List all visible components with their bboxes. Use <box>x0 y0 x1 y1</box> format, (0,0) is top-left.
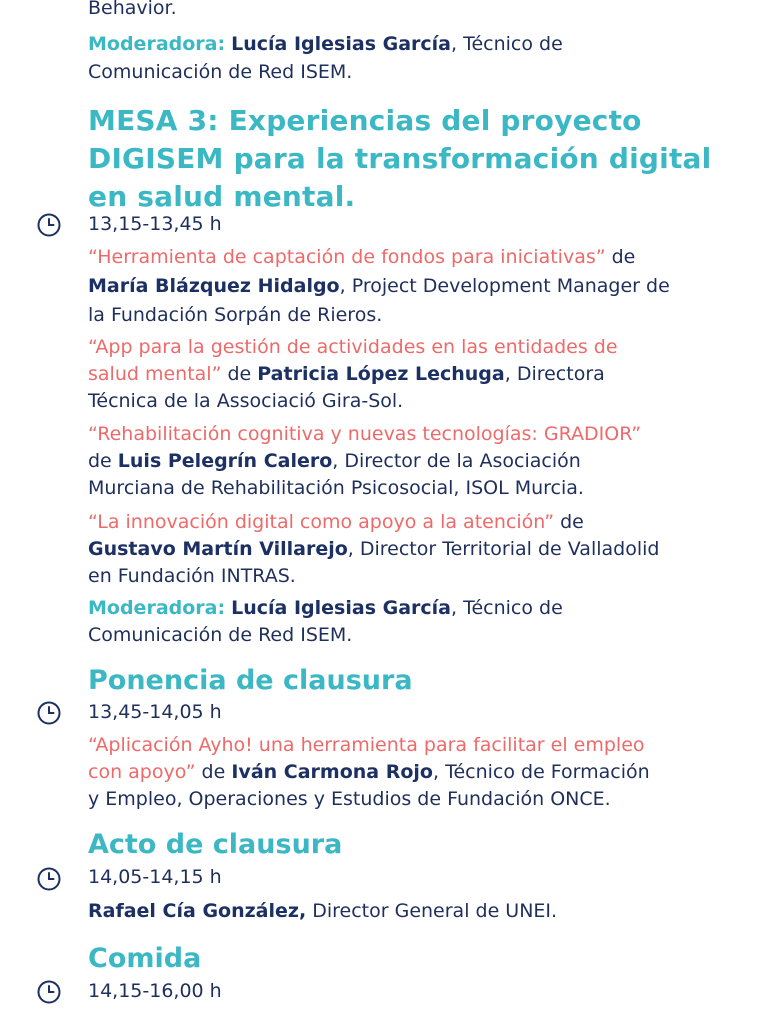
comida-time: 14,15-16,00 h <box>88 980 222 1002</box>
clock-icon <box>36 866 62 892</box>
moderator-role: , Técnico de <box>451 33 563 55</box>
talk2-de: de <box>221 363 258 385</box>
talk4-role: , Director Territorial de Valladolid <box>347 538 660 560</box>
mesa3-moderator-line-2 <box>88 621 352 650</box>
clock-icon <box>36 979 62 1005</box>
talk2-title-cont: salud mental” <box>88 363 222 385</box>
talk1-line2 <box>88 272 670 301</box>
clock-icon <box>36 212 62 238</box>
mesa3-moderator-line <box>88 594 563 623</box>
talk4-line3 <box>88 562 296 591</box>
moderator-name: Lucía Iglesias García <box>231 33 452 55</box>
acto-line <box>88 897 557 926</box>
acto-time: 14,05-14,15 h <box>88 866 222 888</box>
ponencia-talk-title: “Aplicación Ayho! una herramienta para facilitar el empleo <box>88 734 645 756</box>
acto-role: Director General de UNEI. <box>306 900 558 922</box>
ponencia-line1 <box>88 731 645 760</box>
acto-title: Acto de clausura <box>88 829 343 860</box>
talk2-title: “App para la gestión de actividades en las entidades de <box>88 336 618 358</box>
acto-speaker: Rafael Cía González, <box>88 900 307 922</box>
top-moderator-line <box>88 30 563 59</box>
ponencia-title: Ponencia de clausura <box>88 665 413 696</box>
talk3-role-cont: Murciana de Rehabilitación Psicosocial, ISOL Murcia. <box>88 477 584 499</box>
talk4-role-cont: en Fundación INTRAS. <box>88 565 296 587</box>
ponencia-line2 <box>88 758 650 787</box>
ponencia-role: , Técnico de Formación <box>432 761 650 783</box>
ponencia-de: de <box>195 761 232 783</box>
top-moderator-line-2 <box>88 58 352 87</box>
moderator-label: Moderadora: <box>88 33 226 55</box>
talk3-line1 <box>88 420 641 449</box>
talk1-de: de <box>605 246 636 268</box>
talk4-line2 <box>88 535 659 564</box>
talk3-de: de <box>88 450 118 472</box>
moderator-role-cont: Comunicación de Red ISEM. <box>88 61 353 83</box>
mesa3-title-line2: DIGISEM para la transformación digital <box>88 142 712 175</box>
talk4-line1 <box>88 508 584 537</box>
talk2-role: , Directora <box>504 363 605 385</box>
comida-title: Comida <box>88 943 202 974</box>
moderator-label: Moderadora: <box>88 597 226 619</box>
mesa3-title-line1: MESA 3: Experiencias del proyecto <box>88 104 642 137</box>
behavior-line <box>88 0 177 23</box>
ponencia-speaker: Iván Carmona Rojo <box>231 761 433 783</box>
talk4-speaker: Gustavo Martín Villarejo <box>88 538 348 560</box>
mesa3-time: 13,15-13,45 h <box>88 213 222 235</box>
talk1-role-cont: la Fundación Sorpán de Rieros. <box>88 304 383 326</box>
talk1-speaker: María Blázquez Hidalgo <box>88 275 340 297</box>
moderator-role: , Técnico de <box>451 597 563 619</box>
talk1-line3 <box>88 301 382 330</box>
talk3-line2 <box>88 447 581 476</box>
moderator-role-cont: Comunicación de Red ISEM. <box>88 624 353 646</box>
talk2-speaker: Patricia López Lechuga <box>257 363 505 385</box>
talk4-title: “La innovación digital como apoyo a la atención” <box>88 511 555 533</box>
ponencia-line3 <box>88 785 611 814</box>
talk1-title: “Herramienta de captación de fondos para iniciativas” <box>88 246 606 268</box>
talk2-role-cont: Técnica de la Associació Gira-Sol. <box>88 390 404 412</box>
talk3-role: , Director de la Asociación <box>332 450 581 472</box>
talk2-line1 <box>88 333 618 362</box>
moderator-name: Lucía Iglesias García <box>231 597 452 619</box>
talk1-line1 <box>88 243 635 272</box>
behavior-text: Behavior. <box>88 0 177 19</box>
clock-icon <box>36 700 62 726</box>
talk4-de: de <box>554 511 584 533</box>
ponencia-talk-title-cont: con apoyo” <box>88 761 196 783</box>
ponencia-time: 13,45-14,05 h <box>88 701 222 723</box>
talk1-role: , Project Development Manager de <box>339 275 670 297</box>
talk3-title: “Rehabilitación cognitiva y nuevas tecnologías: GRADIOR” <box>88 423 642 445</box>
talk3-line3 <box>88 474 584 503</box>
talk3-speaker: Luis Pelegrín Calero <box>117 450 333 472</box>
mesa3-title-line3: en salud mental. <box>88 180 356 213</box>
ponencia-role-cont: y Empleo, Operaciones y Estudios de Fundación ONCE. <box>88 788 611 810</box>
talk2-line3 <box>88 387 403 416</box>
talk2-line2 <box>88 360 605 389</box>
